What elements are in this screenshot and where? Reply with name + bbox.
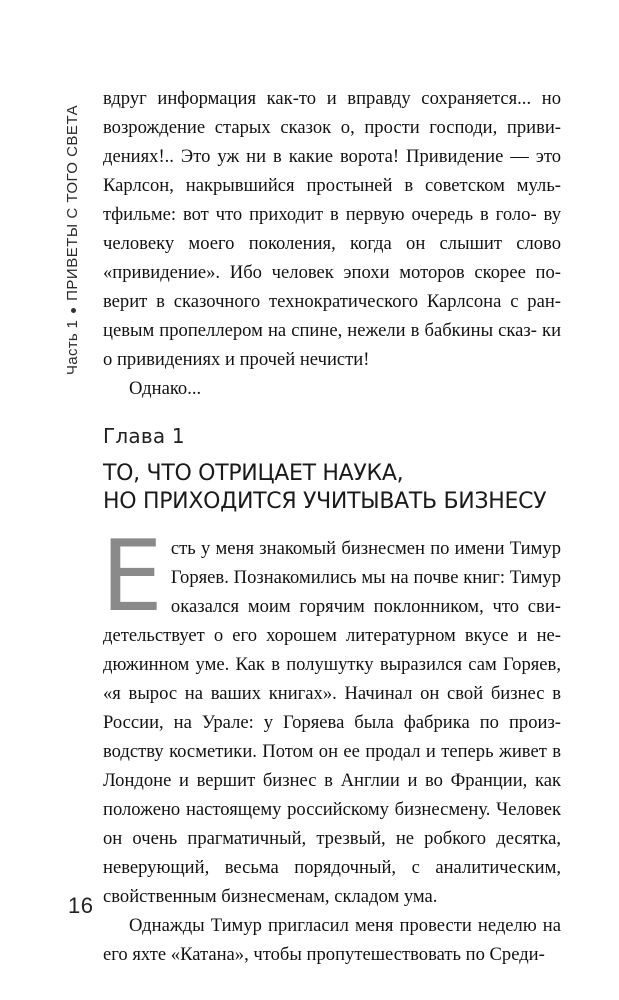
body-paragraph	[101, 520, 561, 911]
text-line: цевым пропеллером на спине, нежели в бабкины сказ-	[103, 320, 537, 341]
running-head	[58, 75, 88, 375]
text-line: ки о привидениях и прочей нечисти!	[103, 320, 562, 370]
chapter-body	[101, 520, 561, 969]
top-paragraph-text	[103, 84, 561, 374]
text-line: дениях!.. Это уж ни в какие ворота! Привидение — это	[103, 146, 561, 167]
text-line: Карлсон, накрывшийся простыней в советском муль-	[103, 175, 561, 196]
body-paragraph: Однажды Тимур пригласил меня провести неделю на его яхте «Катана», чтобы пропутешествовать по Среди-	[103, 915, 561, 965]
text-line: «привидение». Ибо человек эпохи моторов скорее по-	[103, 262, 561, 283]
text-line: верит в сказочного технократического Карлсона с ран-	[103, 291, 561, 312]
chapter-title-line: НО ПРИХОДИТСЯ УЧИТЫВАТЬ БИЗНЕСУ	[103, 489, 547, 514]
text-line: возрождение старых сказок о, прости господи, приви-	[103, 117, 561, 138]
text-line: ву человеку моего поколения, когда он слышит слово	[103, 204, 561, 254]
running-head-part: Часть 1	[64, 319, 81, 375]
bullet-icon	[71, 308, 76, 313]
text-line: вдруг информация как-то и вправду сохраняется... но	[103, 88, 561, 109]
chapter-title-line: ТО, ЧТО ОТРИЦАЕТ НАУКА,	[103, 461, 404, 486]
running-head-title: ПРИВЕТЫ С ТОГО СВЕТА	[64, 104, 81, 301]
text-line: тфильме: вот что приходит в первую очередь в голо-	[103, 204, 537, 225]
page-number: 16	[68, 893, 94, 918]
closing-line: Однако...	[129, 378, 202, 399]
body-paragraph-text: сть у меня знакомый бизнесмен по имени Тимур Горяев. Познакомились мы на почве книг: Тимур оказался моим горячим поклонником, что свидетельствует о его хорошем литературном вкусе и недюжинном уме. Как в полушутку выразился сам Горяев, «я вырос на ваших книгах». Начинал он свой бизнес в России, на Урале: у Горяева была фабрика по производству косметики. Потом он ее продал и теперь живет в Лондоне и вершит бизнес в Англии и во Франции, как положено настоящему российскому бизнесмену. Человек он очень прагматичный, трезвый, не робкого десятка, неверующий, весьма порядочный, с аналитическим, свойственным бизнесменам, складом ума.	[103, 538, 561, 907]
chapter-title	[103, 460, 573, 516]
top-paragraph	[103, 84, 561, 403]
chapter-label: Глава 1	[103, 424, 185, 448]
drop-cap: Е	[101, 520, 163, 634]
